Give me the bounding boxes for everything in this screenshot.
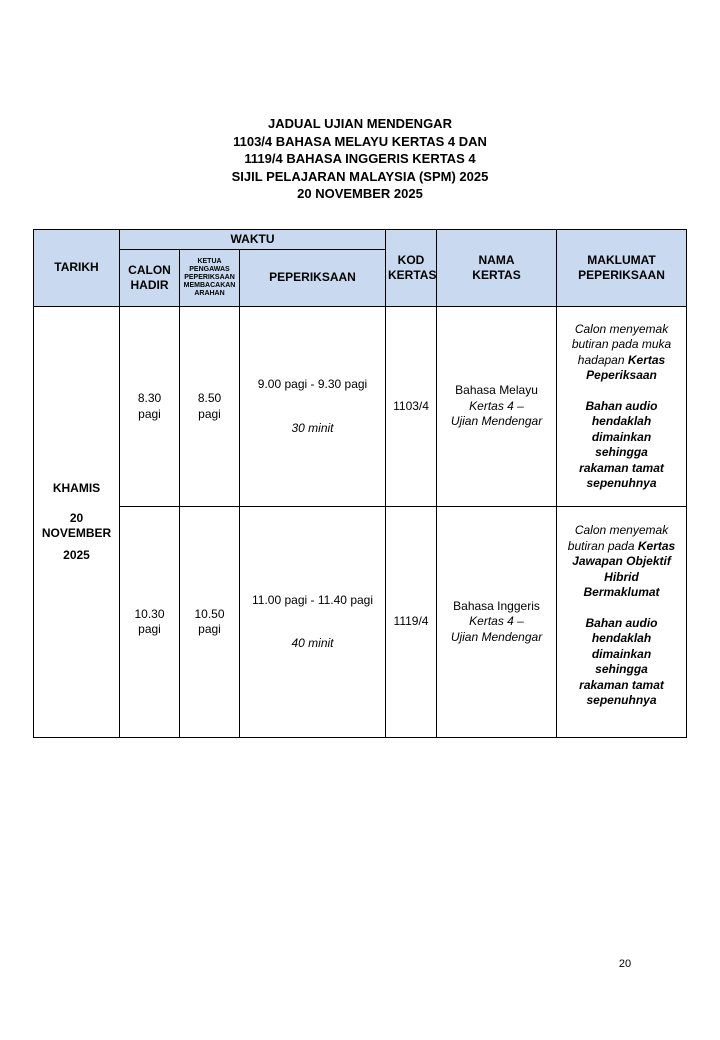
header-ketua-pengawas: KETUA PENGAWAS PEPERIKSAAN MEMBACAKAN ARAHAN [180, 250, 240, 307]
header-maklumat-peperiksaan: MAKLUMAT PEPERIKSAAN [557, 230, 687, 307]
header-nama-kertas: NAMA KERTAS [437, 230, 557, 307]
exam-time: 11.00 pagi - 11.40 pagi [252, 592, 373, 607]
calon-hadir-cell: 10.30 pagi [120, 507, 180, 738]
date-cell [34, 307, 120, 738]
title-line-4: SIJIL PELAJARAN MALAYSIA (SPM) 2025 [231, 168, 489, 184]
maklumat-cell: Calon menyemak butiran pada muka hadapan Kertas Peperiksaan Bahan audio hendaklah dimainkan sehingga rakaman tamat sepenuhnya [557, 307, 687, 507]
maklumat-cell: Calon menyemak butiran pada Kertas Jawapan Objektif Hibrid Bermaklumat Bahan audio hendaklah dimainkan sehingga rakaman tamat sepenuhnya [557, 507, 687, 738]
date-month: NOVEMBER [41, 526, 112, 540]
title-line-2: 1103/4 BAHASA MELAYU KERTAS 4 DAN [233, 133, 487, 149]
exam-time-cell [240, 307, 386, 507]
header-peperiksaan: PEPERIKSAAN [240, 250, 386, 307]
kod-kertas-cell: 1103/4 [386, 307, 437, 507]
title-line-5: 20 NOVEMBER 2025 [297, 186, 423, 201]
header-tarikh: TARIKH [34, 230, 120, 307]
table-row [34, 307, 687, 507]
date-day: KHAMIS [52, 481, 101, 495]
kod-kertas-cell: 1119/4 [386, 507, 437, 738]
ketua-pengawas-cell: 8.50 pagi [180, 307, 240, 507]
document-title [0, 115, 720, 203]
header-kod-kertas: KOD KERTAS [386, 230, 437, 307]
ketua-pengawas-cell: 10.50 pagi [180, 507, 240, 738]
date-year: 2025 [63, 547, 90, 562]
nama-kertas-cell: Bahasa Inggeris Kertas 4 – Ujian Mendengar [437, 507, 557, 738]
schedule-table [33, 229, 687, 738]
calon-hadir-cell: 8.30 pagi [120, 307, 180, 507]
header-calon-hadir: CALON HADIR [120, 250, 180, 307]
title-line-1: JADUAL UJIAN MENDENGAR [268, 116, 452, 131]
title-line-3: 1119/4 BAHASA INGGERIS KERTAS 4 [244, 151, 476, 166]
exam-time: 9.00 pagi - 9.30 pagi [257, 377, 368, 391]
table-row [34, 507, 687, 738]
nama-kertas-cell: Bahasa Melayu Kertas 4 – Ujian Mendengar [437, 307, 557, 507]
exam-time-cell [240, 507, 386, 738]
exam-duration: 40 minit [291, 636, 334, 650]
date-number: 20 [69, 510, 84, 525]
page-number: 20 [618, 958, 632, 970]
header-waktu: WAKTU [120, 230, 386, 250]
exam-duration: 30 minit [291, 420, 334, 435]
